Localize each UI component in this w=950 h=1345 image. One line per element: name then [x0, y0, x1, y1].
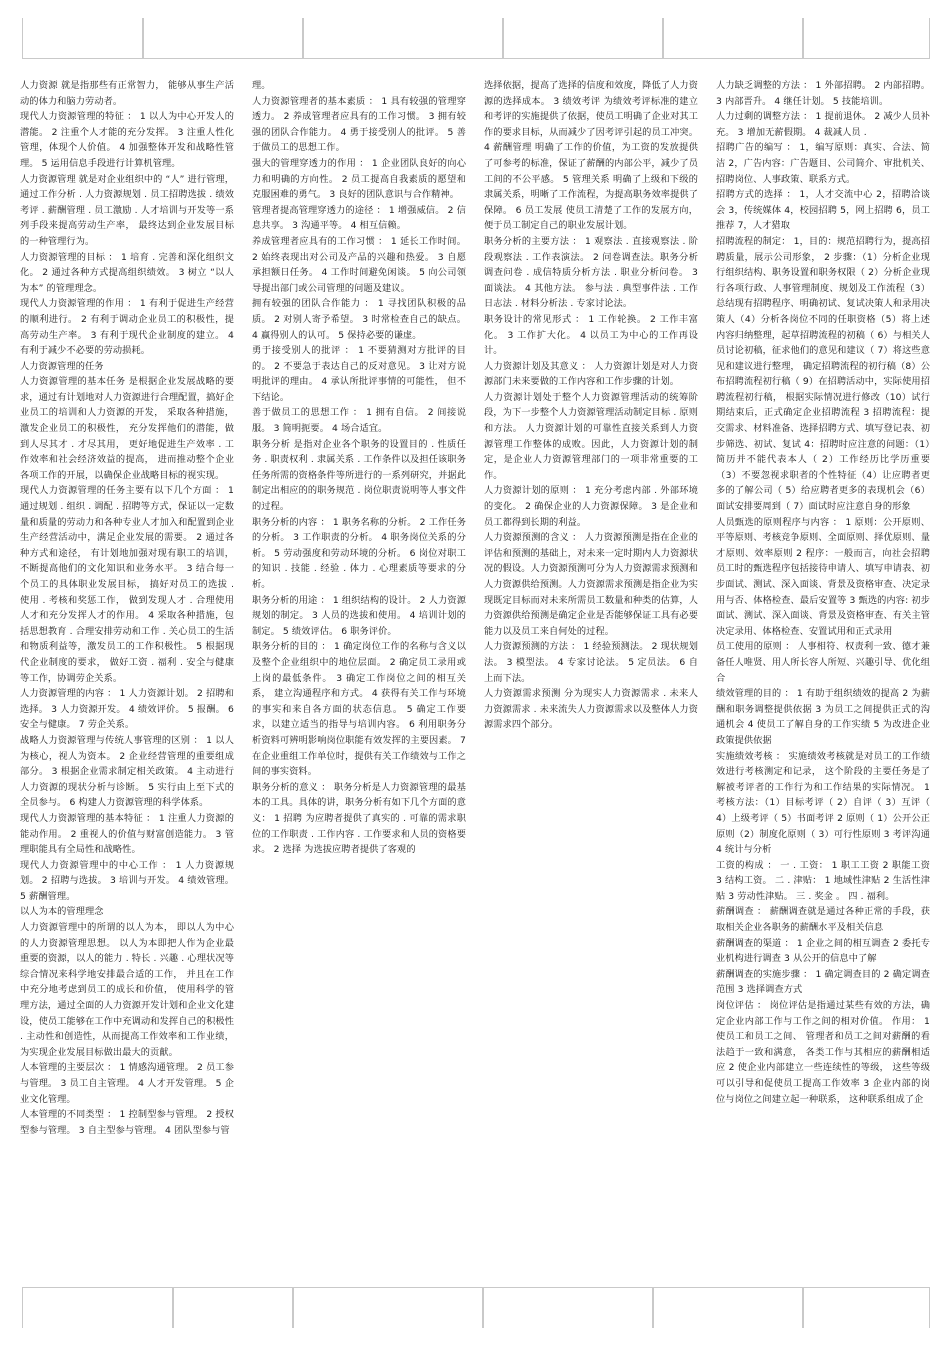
- paragraph: 人力资源管理的内容 ： 1 人力资源计划。 2 招聘和选择。 3 人力资源开发。 4 绩效评价。 5 报酬。 6 安全与健康。 7 劳企关系。: [20, 688, 234, 731]
- paragraph: 招聘广告的编写 ： 1，编写原则：真实、合法、简洁 2，广告内容：广告题目、公司简介、审批机关、招聘岗位、人事政策、联系方式。: [716, 142, 930, 185]
- paragraph: 现代人力资源管理的作用 ： 1 有利于促进生产经营的顺利进行。 2 有利于调动企业员工的积极性，提高劳动生产率。 3 有利于现代企业制度的建立。 4 有利于减少不必要的劳动损耗。: [20, 298, 234, 357]
- paragraph: 岗位评估 ： 岗位评估是指通过某些有效的方法，确定企业内部工作与工作之间的相对价值。 作用： 1 使员工和员工之间、 管理者和员工之间对薪酬的看法趋于一致和满意， 各类工作与其相应的薪酬相适应 2 使企业内部建立一些连续性的等级， 这些等级可以引导和促使员工提高工作效率 3 企业内部的岗位与岗位之间建立起一种联系， 这种联系组成了企: [716, 1000, 930, 1105]
- paragraph: 绩效管理的目的 ： 1 有助于组织绩效的提高 2 为薪酬和职务调整提供依据 3 为员工之间提供正式的沟通机会 4 使员工了解自身的工作实绩 5 为改进企业政策提供依据: [716, 688, 930, 746]
- paragraph: 人力资源管理者的基本素质 ： 1 具有较强的管理穿透力。 2 养成管理者应具有的工作习惯。 3 拥有较强的团队合作能力。 4 勇于接受別人的批评。 5 善于做员工的思想工作。: [252, 95, 466, 154]
- paragraph: 实施绩效考核 ： 实施绩效考核就是对员工的工作绩效进行考核测定和记录， 这个阶段的主要任务是了解被考评者的工作行为和工作结果的实际情况。 1 考核方法：（1）目标考评（ 2）自评（ 3）互评（ 4）上级考评（ 5）书面考评 2 原则（ 1）公开公正原则（2）制度化原则（ 3）可行性原则 3 考评沟通 4 统计与分析: [716, 750, 930, 856]
- paragraph: 人力资源预测的含义 ： 人力资源预测是指在企业的评估和预测的基础上，对未来一定时期内人力资源状况的假设。人力资源预测可分为人力资源需求预测和人力资源供给预测。人力资源需求预测是指企业为实现既定目标而对未来所需员工数量和种类的估算，人力资源供给预测是确定企业是否能够保证工具有必要能力以及员工来自何处的过程。: [484, 532, 698, 637]
- paragraph: 人力资源计划的原则 ： 1 充分考虑内部 . 外部环境的变化。 2 确保企业的人力资源保障。 3 是企业和员工都得到长期的利益。: [484, 485, 698, 528]
- paragraph: 人力缺乏调整的方法 ： 1 外部招聘。 2 内部招聘。 3 内部晋升。 4 继任计划。 5 技能培训。: [716, 80, 930, 107]
- paragraph: 员工使用的原则 ： 人事相符、权责利一致、德才兼备任人唯贤、用人所长容人所短、兴趣引导、优化组合: [716, 641, 930, 684]
- paragraph: 薪酬调查的实施步骤 ： 1 确定调查目的 2 确定调查范围 3 选择调查方式: [716, 968, 930, 996]
- paragraph: 现代人力资源管理的基本特征 ： 1 注重人力资源的能动作用。 2 重视人的价值与财富创造能力。 3 管理职能具有全局性和战略性。: [20, 812, 234, 856]
- paragraph: 薪酬调查的渠道 ： 1 企业之间的相互调查 2 委托专业机构进行调查 3 从公开的信息中了解: [716, 937, 930, 965]
- paragraph: 职务分析的内容 ： 1 职务名称的分析。 2 工作任务的分析。 3 工作职责的分析。 4 职务岗位关系的分析。 5 劳动强度和劳动环境的分析。 6 岗位对职工的知识 . 技能 . 经验 . 体力 . 心理素质等要求的分析。: [252, 516, 466, 590]
- paragraph: 人力资源计划处于整个人力资源管理活动的统筹阶段，为下一步整个人力资源管理活动制定目标 . 原则和方法。 人力资源计划的可靠性直接关系到人力资源管理工作整体的成败。因此，人力资源计划的制定，是企业人力资源管理部门的一项非常重要的工作。: [484, 391, 698, 481]
- paragraph: 人力资源预测的方法 ： 1 经验预测法。 2 现状规划法。 3 模型法。 4 专家讨论法。 5 定员法。 6 自上而下法。: [484, 641, 698, 684]
- bottom-page-edge-decoration: [0, 1285, 950, 1345]
- paragraph: 职务分析 是指对企业各个职务的设置目的 . 性质任务 . 职责权利 . 隶属关系 . 工作条件以及担任该职务任务所需的资格条件等所进行的一系列研究，并据此制定出相应的的职务规范 . 岗位职责说明等人事文件的过程。: [252, 438, 466, 513]
- paragraph: 现代人力资源管理中的中心工作 ： 1 人力资源规划。 2 招聘与选拔。 3 培训与开发。 4 绩效管理。 5 薪酬管理。: [20, 859, 234, 902]
- paragraph: 勇于接受别人的批评 ： 1 不要猜测对方批评的目的。 2 不要急于表达自己的反对意见。 3 让对方说明批评的理由。 4 承认所批评事情的可能性， 但不下结论。: [252, 345, 466, 403]
- paragraph: 人力资源管理 就是对企业组织中的 “人” 进行管理，通过工作分析 . 人力资源规划 . 员工招聘选拔 . 绩效考评 . 薪酬管理 . 员工激励 . 人才培训与开发等一系列手段来提高劳动生产率， 最终达到企业发展目标的一种管理行为。: [20, 173, 234, 247]
- paragraph: 职务分析的目的 ： 1 确定岗位工作的名称与含义以及整个企业组织中的地位层面。 2 确定员工录用或上岗的最低条件。 3 确定工作岗位之间的相互关系， 建立沟通程序和方式。 4 获得有关工作与环境的事实和来自各方面的状态信息。 5 确定工作要求，以建立适当的指导与培训内容。 6 利用职务分析资料可辨明影响岗位职能有效发挥的主要因素。 7 在企业重组工作单位时，提供有关工作绩效与工作之间的事实资料。: [252, 641, 466, 778]
- paragraph: 善于做员工的思想工作 ： 1 拥有自信。 2 间接说服。 3 简明扼要。 4 场合适宜。: [252, 407, 466, 435]
- paragraph: 薪酬调查 ： 薪酬调查就是通过各种正常的手段，获取相关企业各职务的薪酬水平及相关信息: [716, 906, 930, 934]
- paragraph: 招聘方式的选择 ： 1，人才交流中心 2，招聘洽谈会 3，传统媒体 4，校园招聘 5，网上招聘 6，员工推荐 7，人才猎取: [716, 189, 930, 232]
- paragraph: 职务设计的常见形式 ： 1 工作轮换。 2 工作丰富化。 3 工作扩大化。 4 以员工为中心的工作再设计。: [484, 313, 698, 357]
- section-heading: 人力资源管理的任务: [20, 360, 104, 372]
- paragraph: 人力资源管理的基本任务 是根据企业发展战略的要求，通过有计划地对人力资源进行合理配置，搞好企业员工的培训和人力资源的开发， 采取各种措施，激发企业员工的积极性， 充分发挥他们的潜能，做到人尽其才 . 才尽其用， 更好地促进生产效率 . 工作效率和社会经济效益的提高， 进而推动整个企业各项工作的开展，以确保企业战略目标的视实现。: [20, 376, 234, 481]
- paragraph: 现代人力资源管理的特征 ： 1 以人为中心开发人的潜能。 2 注重个人才能的充分发挥。 3 注重人性化管理，体现个人价值。 4 加强整体开发和战略性管理。 5 运用信息手段进行计算机管理。: [20, 111, 234, 169]
- paragraph: 职务分析的意义 ： 职务分析是人力资源管理的最基本的工具。具体的讲，职务分析有如下几个方面的意义： 1 招聘 为应聘者提供了真实的 . 可靠的需求职位的工作职责 . 工作内容 . 工作要求和人员的资格要求。 2 选择 为选拔应聘者提供了客观的: [252, 781, 466, 856]
- paragraph: 工资的构成 ： 一 . 工资： 1 职工工资 2 职能工资 3 结构工资。 二 . 津贴： 1 地域性津贴 2 生活性津贴 3 劳动性津贴。 三 . 奖金 。 四 . 福利。: [716, 859, 930, 902]
- top-page-edge-decoration: [0, 0, 950, 60]
- paragraph: 理。: [252, 80, 271, 91]
- paragraph: 人本管理的主要层次 ： 1 情感沟通管理。 2 员工参与管理。 3 员工自主管理。 4 人才开发管理。 5 企业文化管理。: [20, 1062, 234, 1105]
- text-column-1: [20, 78, 234, 1278]
- text-column-2: [252, 78, 466, 1278]
- paragraph: 管理者提高管理穿透力的途径 ： 1 增强威信。 2 信息共享。 3 沟通平等。 4 相互信赖。: [252, 204, 466, 232]
- paragraph: 养成管理者应具有的工作习惯 ： 1 延长工作时间。 2 始终表现出对公司及产品的兴趣和热爱。 3 自愿承担额日任务。 4 工作时间避免闲谈。 5 向公司领导提出部门或公司管理的问题及建议。: [252, 235, 466, 294]
- paragraph: 人力资源管理的目标 ： 1 培育 . 完善和深化组织文化。 2 通过各种方式提高组织绩效。 3 树立 “以人为本” 的管理理念。: [20, 251, 234, 294]
- document-page: [20, 78, 932, 1278]
- paragraph: 职务分析的用途 ： 1 组织结构的设计。 2 人力资源规划的制定。 3 人员的选拔和使用。 4 培训计划的制定。 5 绩效评估。 6 职务评价。: [252, 594, 466, 637]
- paragraph: 人本管理的不同类型 ： 1 控制型参与管理。 2 授权型参与管理。 3 自主型参与管理。 4 团队型参与管: [20, 1109, 234, 1136]
- paragraph: 拥有较强的团队合作能力 ： 1 寻找团队积极的品质。 2 对别人寄予希望。 3 时常检查自己的缺点。 4 赢得别人的认可。 5 保持必要的谦虚。: [252, 298, 466, 341]
- paragraph: 人员甄选的原则程序与内容 ： 1 原则：公开原则、平等原则、考核竞争原则、全面原则、择优原则、量才原则、效率原则 2 程序：一般而言，向社会招聘员工时的甄选程序包括接待申请人、填写申请表、初步面试、测试、深入面谈、背景及资格审查、决定录用与否、体格检查、最后安置等 3 甄选的内容: 初步面试、测试、深入面谈、背景及资格审查、有关主管决定录用、体格检查、安置试用和正式录用: [716, 516, 930, 637]
- paragraph: 战略人力资源管理与传统人事管理的区别 ： 1 以人为核心，视人为资本。 2 企业经营管理的重要组成部分。 3 根据企业需求制定相关政策。 4 主动进行人力资源的现状分析与诊断。 5 实行由上至下式的全员参与。 6 构建人力资源管理的科学体系。: [20, 734, 234, 809]
- paragraph: 人力资源管理中的所谓的以人为本， 即以人为中心的人力资源管理思想。 以人为本即把人作为企业最重要的资源，以人的能力 . 特长 . 兴趣 . 心理状况等综合情况来科学地安排最合适的工作， 并且在工作中充分地考虑到员工的成长和价值， 使用科学的管理方法，通过全面的人力资源开发计划和企业文化建设，使员工能够在工作中充调动和发挥自己的积极性 . 主动性和创造性，从而提高工作效率和工作业绩，为实现企业发展目标做出最大的贡献。: [20, 922, 234, 1058]
- text-column-4: [716, 78, 930, 1278]
- paragraph: 人力资源 就是指那些有正常智力， 能够从事生产活动的体力和脑力劳动者。: [20, 80, 234, 107]
- paragraph: 人力过剩的调整方法 ： 1 提前退休。 2 减少人员补充。 3 增加无薪假期。 4 裁减人员 .: [716, 111, 930, 138]
- paragraph: 人力资源计划及其意义 ： 人力资源计划是对人力资源部门未来要做的工作内容和工作步骤的计划。: [484, 360, 698, 388]
- section-heading: 以人为本的管理理念: [20, 906, 104, 918]
- text-column-3: [484, 78, 698, 1278]
- paragraph: 职务分析的主要方法 ： 1 观察法 . 直接观察法 . 阶段观察法 . 工作表演法。 2 问卷调查法。职务分析调查问卷 . 成信特质分析方法 . 职业分析问卷。 3 面谈法。 4 其他方法。 参与法 . 典型事件法 . 工作日志法 . 材料分析法 . 专家讨论法。: [484, 235, 698, 310]
- paragraph: 现代人力资源管理的任务主要有以下几个方面 ： 1 通过规划 . 组织 . 调配 . 招聘等方式，保证以一定数量和质量的劳动力和各种专业人才加入和配置到企业生产经营活动中，满足企业发展的需要。 2 通过各种方式和途径， 有计划地加强对现有职工的培训，不断提高他们的文化知识和业务水平。 3 结合每一个员工的具体职业发展目标， 搞好对员工的选拔 . 使用 . 考核和奖惩工作， 做到发现人才 . 合理使用人才和充分发挥人才的作用。 4 采取各种措施，包括思想教育 . 合理安排劳动和工作 . 关心员工的生活和物质利益等，激发员工的工作积极性。 5 根据现代企业制度的要求， 做好工资 . 福利 . 安全与健康等工作，协调劳企关系。: [20, 485, 234, 684]
- paragraph: 选择依据，提高了选择的信度和效度，降低了人力资源的选择成本。 3 绩效考评 为绩效考评标准的建立和考评的实施提供了依据，使员工明确了企业对其工作的要求目标，从而减少了因考评引起的员工冲突。 4 薪酬管理 明确了工作的价值，为工资的发放提供了可参考的标准，保证了薪酬的内部公平，减少了员工间的不公平感。 5 管理关系 明确了上级和下级的隶属关系，明晰了工作流程，为提高职务效率提供了保障。 6 员工发展 使员工清楚了工作的发展方向，便于员工制定自己的职业发展计划。: [484, 80, 698, 232]
- paragraph: 招聘流程的制定： 1，目的：规范招聘行为，提高招聘质量，展示公司形象， 2 步骤：（1）分析企业现行组织结构、职务设置和职务权限（ 2）分析企业现行各项行政、人事管理制度、规划及工作流程（3）总结现有招聘程序、明确初试、复试决策人和录用决策人（4）分析各岗位不同的任职资格（5）将上述内容归纳整理，起草招聘流程的初稿（ 6）与相关人员讨论初稿，征求他们的意见和建议（ 7）将这些意见和建议进行整理， 确定招聘流程的初行稿（8）公布招聘流程初行稿（ 9）在招聘活动中，实际使用招聘流程初行稿， 根据实际情况进行修改（10）试行期结束后，正式确定企业招聘流程 3 招聘流程：提交需求、材料准备、选择招聘方式、填写登记表、初步筛选、初试、复试 4：招聘时应注意的问题：（1）简历并不能代表本人（ 2）工作经历比学历重要（3）不要忽视求职者的个性特征（4）让应聘者更多的了解公司（ 5）给应聘者更多的表现机会（6）面试安排要周到（ 7）面试时应注意自身的形象: [716, 235, 930, 513]
- paragraph: 强大的管理穿透力的作用 ： 1 企业团队良好的向心力和明确的方向性。 2 员工提高自我素质的愿望和克服困难的勇气。 3 良好的团队意识与合作精神。: [252, 157, 466, 201]
- paragraph: 人力资源需求预测 分为现实人力资源需求 . 未来人力资源需求 . 未来流失人力资源需求以及整体人力资源需求四个部分。: [484, 688, 698, 731]
